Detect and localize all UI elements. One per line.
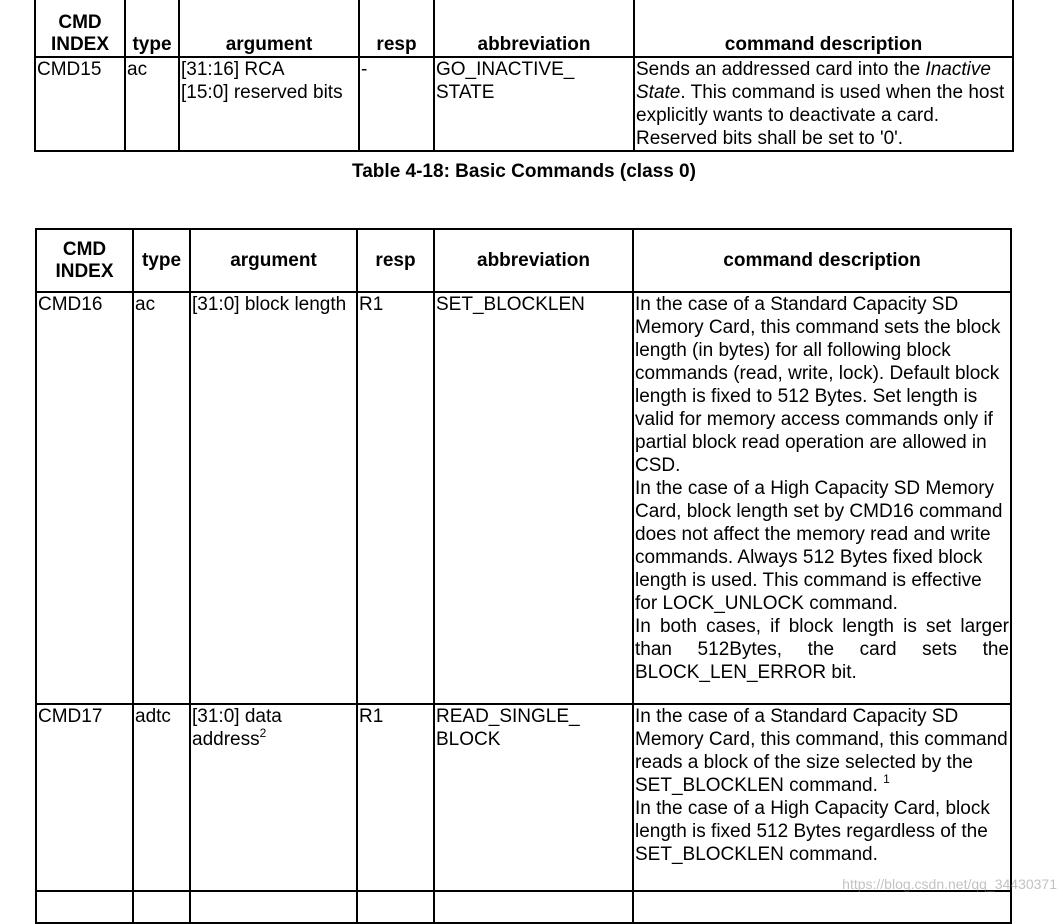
cmd-index-cell: CMD17 [36,704,133,891]
abbreviation-cell [434,704,633,891]
table-header-row [36,229,1011,292]
table-cmd16-cmd17 [35,228,1012,924]
description-paragraph [635,705,1009,797]
description-text: In the case of a Standard Capacity SD Memory Card, this command, this command reads a block of the size selected by the SET_BLOCKLEN command. [635,706,1008,796]
watermark: https://blog.csdn.net/qq_34430371 [842,876,1057,892]
cmd-index-cell: CMD16 [36,292,133,704]
header-abbreviation: abbreviation [434,0,634,57]
argument-cell [179,57,359,151]
description-text: Sends an addressed card into the [636,59,926,80]
header-resp: resp [357,229,434,292]
cmd-index-cell: CMD15 [35,57,125,151]
description-paragraph: In the case of a High Capacity Card, block length is fixed 512 Bytes regardless of the SET_BLOCKLEN command. [635,798,990,865]
header-command-description: command description [633,229,1011,292]
table-row [35,57,1013,151]
description-cell [633,292,1011,704]
table-header-row [35,0,1013,57]
type-cell: ac [125,57,179,151]
type-cell: adtc [133,704,190,891]
abbreviation-line: STATE [436,82,495,103]
header-cmd-index: CMD INDEX [36,229,133,292]
description-paragraph: In the case of a Standard Capacity SD Memory Card, this command sets the block length (in bytes) for all following block commands (read, write, lock). Default block length is fixed to 512 Bytes. Set length is valid for memory access commands only if partial block read operation are allowed in CSD. [635,294,1001,476]
argument-cell [190,704,357,891]
table-row [36,704,1011,891]
abbreviation-line: READ_SINGLE_ [436,706,580,727]
resp-cell: R1 [357,704,434,891]
description-text: . This command is used when the host explicitly wants to deactivate a card. Reserved bits shall be set to '0'. [636,82,1005,149]
header-type: type [125,0,179,57]
description-italic: Inactive State [636,59,991,103]
description-paragraph: In both cases, if block length is set larger than 512Bytes, the card sets the BLOCK_LEN_ERROR bit. [635,616,1009,683]
table-caption: Table 4-18: Basic Commands (class 0) [352,161,696,182]
argument-line: [31:16] RCA [181,59,285,80]
argument-text: [31:0] data address [192,706,282,750]
header-resp: resp [359,0,434,57]
abbreviation-line: GO_INACTIVE_ [436,59,575,80]
table-row [36,292,1011,704]
argument-cell: [31:0] block length [190,292,357,704]
abbreviation-cell [434,57,634,151]
header-abbreviation: abbreviation [434,229,633,292]
header-argument: argument [190,229,357,292]
type-cell: ac [133,292,190,704]
description-cell [634,57,1013,151]
header-cmd-index: CMD INDEX [35,0,125,57]
abbreviation-line: BLOCK [436,729,501,750]
resp-cell: - [359,57,434,151]
abbreviation-cell: SET_BLOCKLEN [434,292,633,704]
description-paragraph: In the case of a High Capacity SD Memory Card, block length set by CMD16 command does not affect the memory read and write commands. Always 512 Bytes fixed block length is used. This command is effective for LOCK_UNLOCK command. [635,478,1003,614]
description-cell [633,704,1011,891]
header-argument: argument [179,0,359,57]
table-cmd15 [34,0,1014,152]
footnote-marker: 1 [883,772,890,786]
header-command-description: command description [634,0,1013,57]
argument-line: [15:0] reserved bits [181,82,343,103]
footnote-marker: 2 [259,726,267,740]
resp-cell: R1 [357,292,434,704]
header-type: type [133,229,190,292]
